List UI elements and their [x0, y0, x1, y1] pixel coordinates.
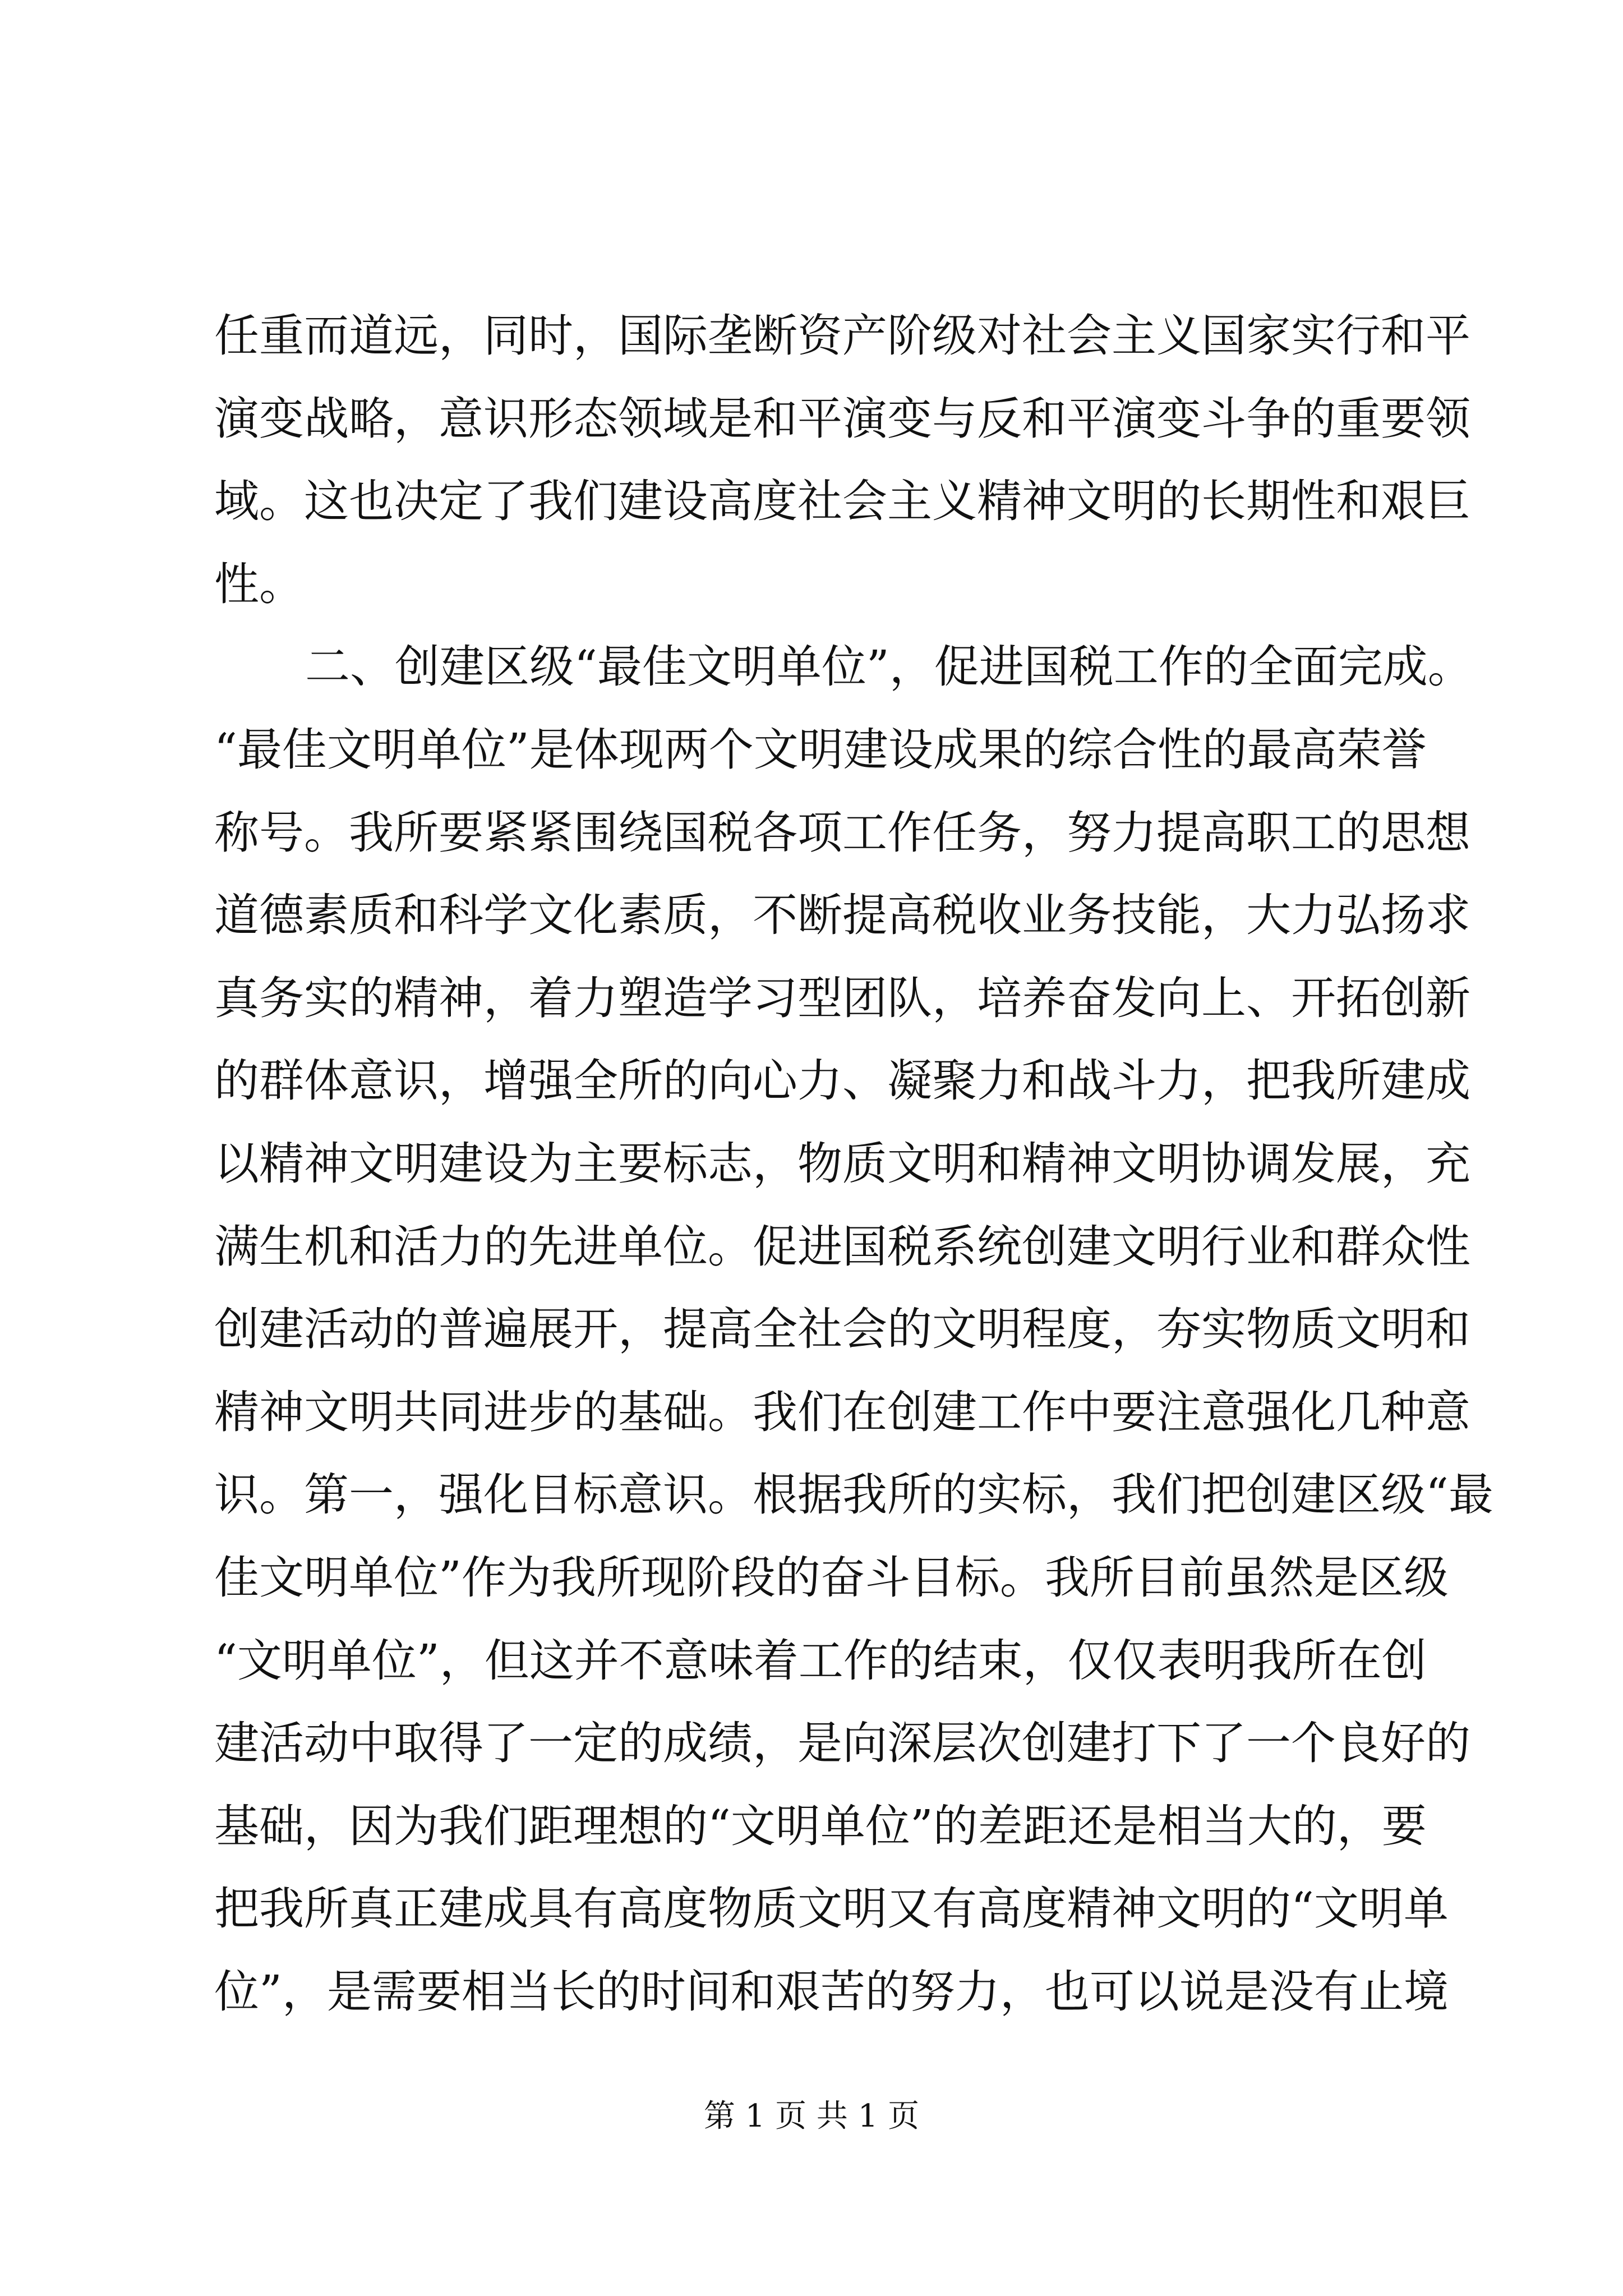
text-line: 基础，因为我们距理想的“文明单位”的差距还是相当大的，要	[214, 1800, 1427, 1852]
text-line: 真务实的精神，着力塑造学习型团队，培养奋发向上、开拓创新	[214, 972, 1470, 1024]
page-number-label: 第 1 页 共 1 页	[703, 2098, 920, 2134]
paragraph-heading-line: 二、创建区级“最佳文明单位”，促进国税工作的全面完成。	[305, 641, 1473, 693]
text-line: “最佳文明单位”是体现两个文明建设成果的综合性的最高荣誉	[214, 723, 1427, 776]
text-line: 把我所真正建成具有高度物质文明又有高度精神文明的“文明单	[214, 1883, 1449, 1935]
text-line: 位”，是需要相当长的时间和艰苦的努力，也可以说是没有止境	[214, 1965, 1449, 2018]
text-line: “文明单位”，但这并不意味着工作的结束，仅仅表明我所在创	[214, 1634, 1427, 1687]
text-line: 精神文明共同进步的基础。我们在创建工作中要注意强化几种意	[214, 1386, 1470, 1438]
text-line: 任重而道远，同时，国际垄断资产阶级对社会主义国家实行和平	[214, 310, 1470, 362]
text-line: 建活动中取得了一定的成绩，是向深层次创建打下了一个良好的	[214, 1717, 1470, 1770]
page-footer	[0, 2097, 1623, 2136]
text-line: 识。第一，强化目标意识。根据我所的实标，我们把创建区级“最	[214, 1469, 1493, 1521]
text-line: 创建活动的普遍展开，提高全社会的文明程度，夯实物质文明和	[214, 1303, 1470, 1356]
text-line: 满生机和活力的先进单位。促进国税系统创建文明行业和群众性	[214, 1220, 1470, 1273]
text-line: 佳文明单位”作为我所现阶段的奋斗目标。我所目前虽然是区级	[214, 1551, 1449, 1604]
text-line: 演变战略，意识形态领域是和平演变与反和平演变斗争的重要领	[214, 392, 1470, 445]
text-line: 称号。我所要紧紧围绕国税各项工作任务，努力提高职工的思想	[214, 806, 1470, 859]
text-line: 的群体意识，增强全所的向心力、凝聚力和战斗力，把我所建成	[214, 1055, 1470, 1107]
text-line: 性。	[214, 558, 304, 610]
document-body	[214, 295, 1493, 2033]
text-line: 以精神文明建设为主要标志，物质文明和精神文明协调发展，充	[214, 1137, 1470, 1190]
text-line: 域。这也决定了我们建设高度社会主义精神文明的长期性和艰巨	[214, 475, 1470, 528]
text-line: 道德素质和科学文化素质，不断提高税收业务技能，大力弘扬求	[214, 889, 1470, 942]
